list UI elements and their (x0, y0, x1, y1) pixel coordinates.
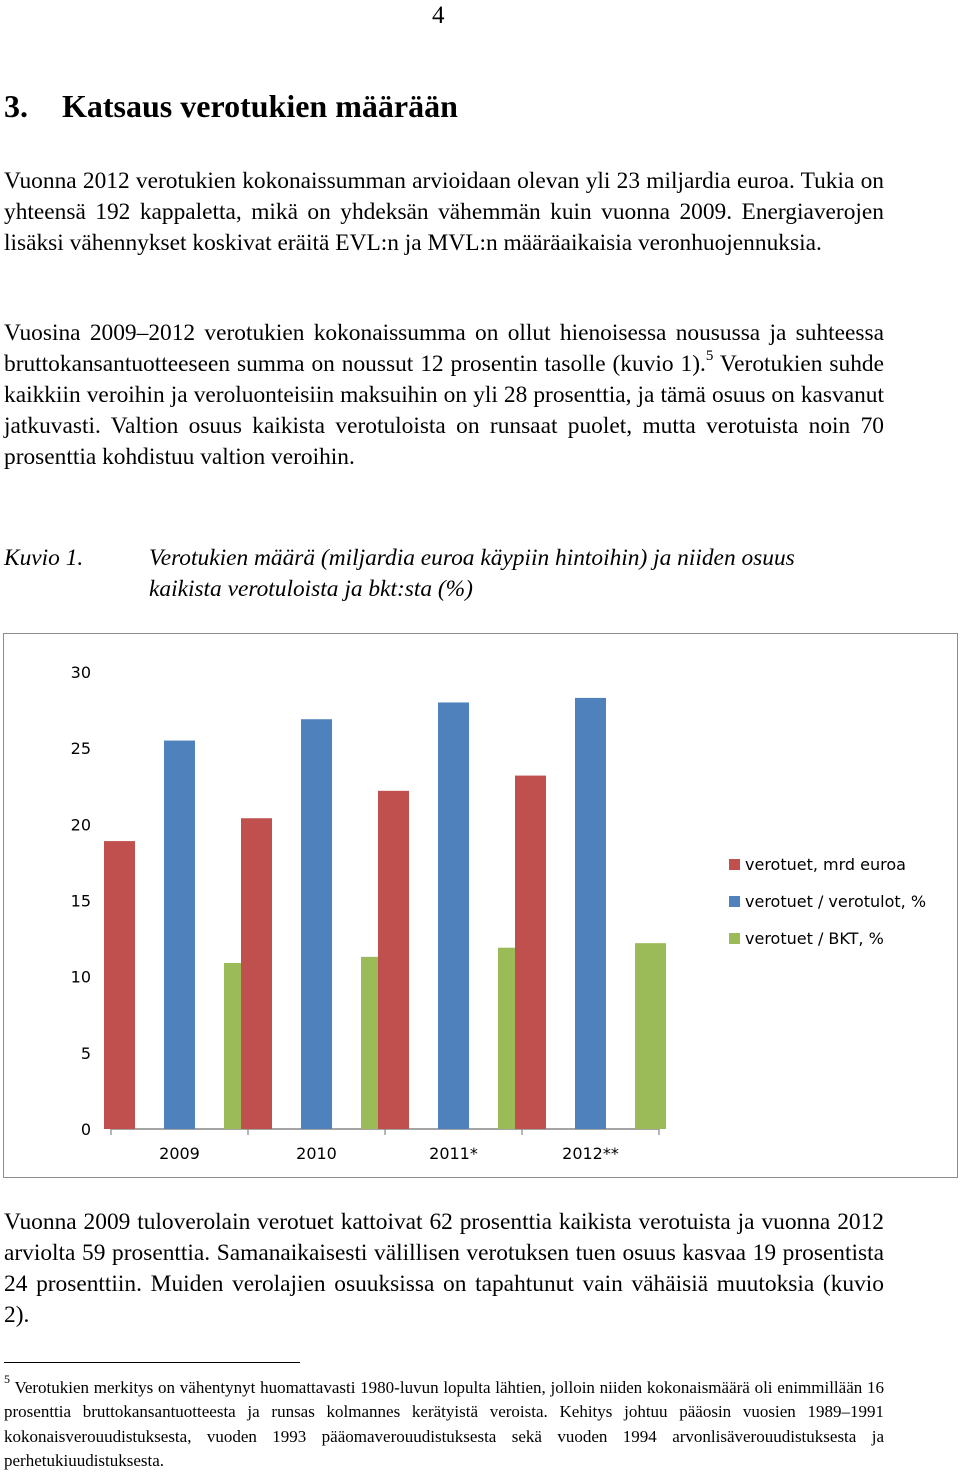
legend-swatch-2 (729, 896, 740, 907)
bar-2011-series-2 (438, 702, 469, 1129)
y-tick-label: 0 (80, 1120, 91, 1139)
x-tick-label: 2011* (429, 1144, 478, 1163)
y-tick-label: 15 (70, 891, 91, 911)
section-title (4, 88, 458, 125)
paragraph-2-text-a: Vuosina 2009–2012 verotukien kokonaissumma on ollut hienoisessa nousussa ja suhteessa bruttokansantuotteeseen summa on noussut 12 prosentin tasolle (kuvio 1). (4, 320, 884, 377)
bar-2009-series-1 (104, 841, 135, 1129)
bar-2009-series-2 (164, 741, 195, 1129)
legend-swatch-3 (729, 933, 740, 944)
bar-2012-series-1 (515, 776, 546, 1129)
footnote-divider (4, 1362, 300, 1363)
y-tick-label: 5 (80, 1043, 91, 1063)
paragraph-1: Vuonna 2012 verotukien kokonaissumman arvioidaan olevan yli 23 miljardia euroa. Tukia on yhteensä 192 kappaletta, mikä on yhdeksän vähemmän kuin vuonna 2009. Energiaverojen lisäksi vähennykset koskivat eräitä EVL:n ja MVL:n määräaikaisia veronhuojennuksia. (4, 168, 884, 256)
paragraph-2-text-b: Verotukien suhde kaikkiin veroihin ja veroluonteisiin maksuihin on yli 28 prosenttia, ja tämä osuus on kasvanut jatkuvasti. Valtion osuus kaikista verotuloista on runsaat puolet, mutta verotuista noin 70 prosenttia kohdistuu valtion veroihin. (4, 351, 884, 470)
y-tick-label: 20 (70, 815, 91, 835)
bar-2010-series-1 (241, 818, 272, 1129)
y-tick-label: 25 (70, 739, 91, 759)
bar-2012-series-2 (575, 698, 606, 1129)
footnote-text: Verotukien merkitys on vähentynyt huomattavasti 1980-luvun lopulta lähtien, jolloin niiden kokonaismäärä oli enimmillään 16 prosenttia bruttokansantuotteesta ja runsas kolmannes kerätyistä veroista. Kehitys johtuu pääosin vuosien 1989–1991 kokonaisverouudistuksesta, vuoden 1993 pääomaverouudistuksesta sekä vuoden 1994 arvonlisäverouudistuksesta ja perhetukiuudistuksesta. (4, 1378, 884, 1470)
bar-chart (4, 634, 956, 1176)
legend-swatch-1 (729, 859, 740, 870)
bar-2011-series-1 (378, 791, 409, 1129)
legend-label-3: verotuet / BKT, % (745, 929, 884, 948)
figure-caption-label: Kuvio 1. (4, 545, 84, 571)
x-tick-label: 2012** (562, 1144, 619, 1163)
paragraph-2 (4, 318, 884, 473)
y-tick-label: 30 (70, 663, 91, 682)
section-title-text: Katsaus verotukien määrään (62, 88, 458, 124)
footnote (4, 1372, 884, 1473)
section-number: 3. (4, 88, 28, 124)
paragraph-3: Vuonna 2009 tuloverolain verotuet kattoivat 62 prosenttia kaikista verotuista ja vuonna 2012 arviolta 59 prosenttia. Samanaikaisesti välillisen verotuksen tuen osuus kasvaa 19 prosentista 24 prosenttiin. Muiden verolajien osuuksissa on tapahtunut vain vähäisiä muutoksia (kuvio 2). (4, 1209, 884, 1328)
x-tick-label: 2010 (296, 1144, 337, 1163)
y-tick-label: 10 (70, 967, 91, 987)
bar-2012-series-3 (635, 943, 666, 1129)
x-tick-label: 2009 (159, 1144, 200, 1163)
footnote-marker: 5 (4, 1372, 10, 1387)
bar-2010-series-2 (301, 719, 332, 1129)
page-number: 4 (432, 2, 445, 29)
figure-caption-text: Verotukien määrä (miljardia euroa käypiin hintoihin) ja niiden osuus kaikista verotuloista ja bkt:sta (%) (149, 545, 795, 602)
legend-label-2: verotuet / verotulot, % (745, 892, 927, 911)
footnote-reference: 5 (705, 348, 714, 365)
chart-container (3, 633, 958, 1178)
legend-label-1: verotuet, mrd euroa (745, 855, 906, 874)
